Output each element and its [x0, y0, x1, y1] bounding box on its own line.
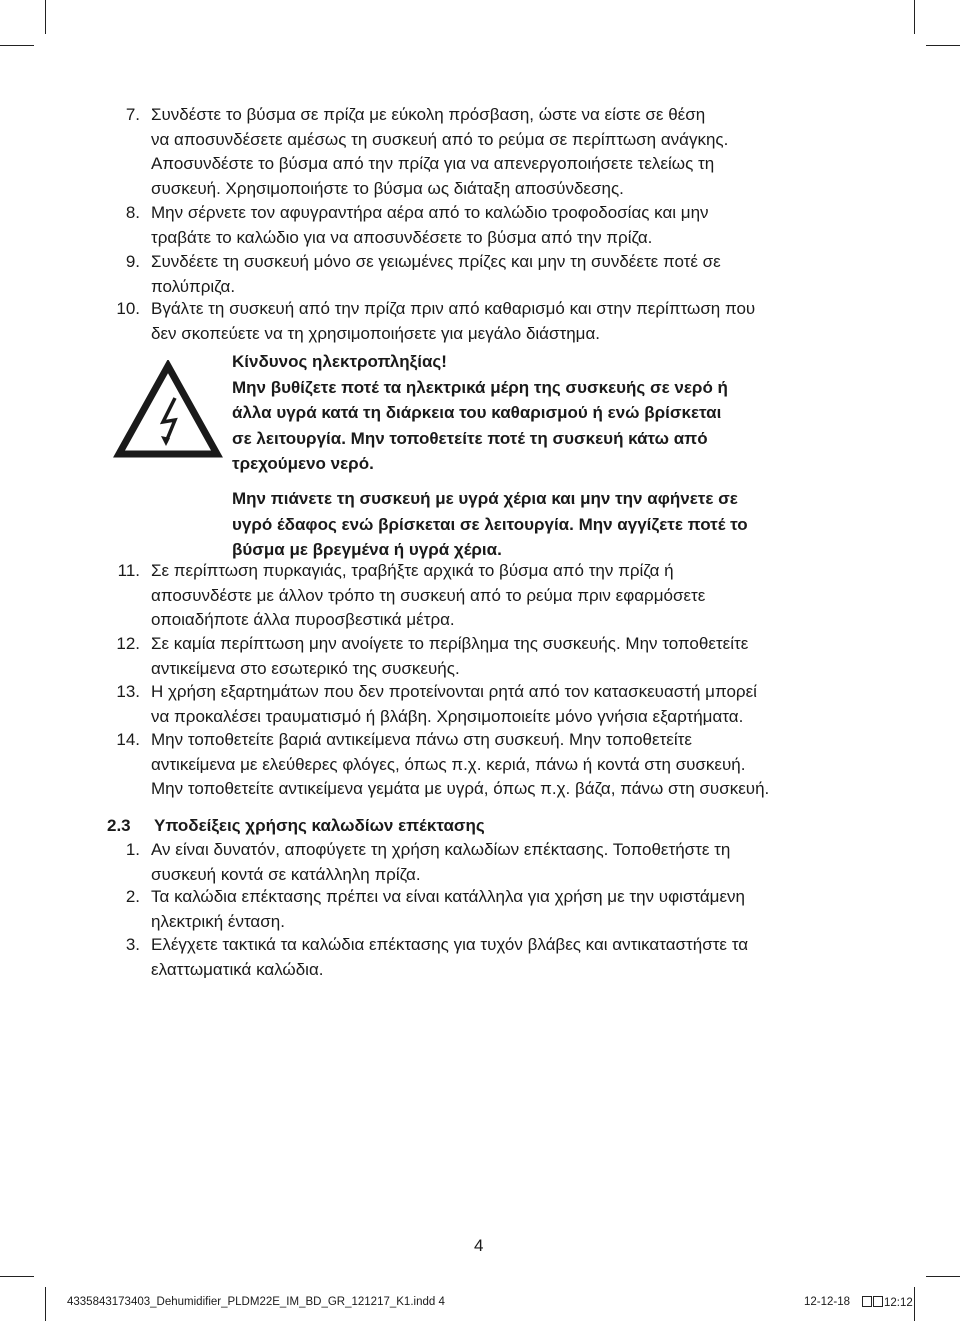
footer-filename: 4335843173403_Dehumidifier_PLDM22E_IM_BD_GR_121217_K1.indd 4 [67, 1296, 445, 1308]
crop-mark [926, 1276, 960, 1277]
text-line: βύσμα με βρεγμένα ή υγρά χέρια. [232, 540, 502, 559]
text-line: Μην βυθίζετε ποτέ τα ηλεκτρικά μέρη της συσκευής σε νερό ή [232, 377, 728, 397]
text-line: ελαττωματικά καλώδια. [151, 959, 324, 979]
text-line: οποιαδήποτε άλλα πυροσβεστικά μέτρα. [151, 610, 455, 629]
crop-mark [0, 1276, 34, 1277]
crop-mark [914, 0, 915, 34]
text-line: αντικείμενα με ελεύθερες φλόγες, όπως π.χ. κεριά, πάνω ή κοντά στη συσκευή. [151, 754, 746, 774]
list-number: 14. [116, 730, 140, 749]
warning-heading: Κίνδυνος ηλεκτροπληξίας! [232, 352, 447, 371]
crop-mark [45, 0, 46, 34]
footer-date: 12-12-18 [804, 1296, 851, 1308]
text-line: Αποσυνδέστε το βύσμα από την πρίζα για να απενεργοποιήσετε τελείως τη [151, 154, 715, 173]
footer-time [862, 1296, 913, 1309]
section-number: 2.3 [107, 816, 131, 835]
text-line: Βγάλτε τη συσκευή από την πρίζα πριν από καθαρισμό και στην περίπτωση που [151, 299, 756, 318]
crop-mark [914, 1287, 915, 1321]
text-line: αντικείμενα στο εσωτερικό της συσκευής. [151, 658, 460, 678]
text-line: Μην πιάνετε τη συσκευή με υγρά χέρια και μην την αφήνετε σε [232, 489, 738, 508]
text-line: Η χρήση εξαρτημάτων που δεν προτείνονται ρητά από τον κατασκευαστή μπορεί [151, 682, 757, 701]
list-number: 8. [125, 203, 140, 222]
text-line: να προκαλέσει τραυματισμό ή βλάβη. Χρησιμοποιείτε μόνο γνήσια εξαρτήματα. [151, 706, 744, 726]
text-line: υγρό έδαφος ενώ βρίσκεται σε λειτουργία. Μην αγγίζετε ποτέ το [232, 514, 748, 534]
list-number: 9. [125, 252, 140, 271]
warning-wet-hands [232, 486, 748, 563]
text-line: να αποσυνδέσετε αμέσως τη συσκευή από το ρεύμα σε περίπτωση ανάγκης. [151, 129, 729, 149]
text-line: Τα καλώδια επέκτασης πρέπει να είναι κατάλληλα για χρήση με την υφιστάμενη [151, 887, 745, 906]
page-number: 4 [474, 1236, 484, 1255]
text-line: Συνδέστε το βύσμα σε πρίζα με εύκολη πρόσβαση, ώστε να είστε σε θέση [151, 105, 706, 124]
text-line: Μην τοποθετείτε αντικείμενα γεμάτα με υγρά, όπως π.χ. βάζα, πάνω στη συσκευή. [151, 779, 770, 798]
text-line: συσκευή κοντά σε κατάλληλη πρίζα. [151, 864, 421, 884]
warning-electric-shock [232, 349, 728, 477]
crop-mark [45, 1287, 46, 1321]
section-title: Υποδείξεις χρήσης καλωδίων επέκτασης [154, 816, 485, 835]
crop-mark [0, 45, 34, 46]
text-line: Σε καμία περίπτωση μην ανοίγετε το περίβλημα της συσκευής. Μην τοποθετείτε [151, 634, 749, 653]
text-line: Σε περίπτωση πυρκαγιάς, τραβήξτε αρχικά το βύσμα από την πρίζα ή [151, 561, 674, 580]
text-line: δεν σκοπεύετε να τη χρησιμοποιήσετε για μεγάλο διάστημα. [151, 323, 601, 343]
list-number: 13. [116, 682, 140, 701]
text-line: Αν είναι δυνατόν, αποφύγετε τη χρήση καλωδίων επέκτασης. Τοποθετήστε τη [151, 840, 731, 859]
text-line: άλλα υγρά κατά τη διάρκεια του καθαρισμού ή ενώ βρίσκεται [232, 403, 722, 422]
crop-mark [926, 45, 960, 46]
list-number: 7. [125, 105, 140, 124]
text-line: Μην τοποθετείτε βαριά αντικείμενα πάνω στη συσκευή. Μην τοποθετείτε [151, 730, 692, 749]
text-line: ηλεκτρική ένταση. [151, 911, 285, 931]
text-line: τρεχούμενο νερό. [232, 454, 374, 473]
list-number: 10. [116, 299, 140, 318]
text-line: Μην σέρνετε τον αφυγραντήρα αέρα από το καλώδιο τροφοδοσίας και μην [151, 203, 709, 222]
list-number: 1. [125, 840, 140, 859]
footer-time-text: 12:12 [884, 1297, 913, 1309]
list-number: 3. [125, 935, 140, 954]
list-number: 11. [117, 561, 140, 580]
electric-shock-warning-icon [113, 360, 223, 460]
missing-glyph-icon [862, 1296, 872, 1307]
text-line: Συνδέετε τη συσκευή μόνο σε γειωμένες πρίζες και μην τη συνδέετε ποτέ σε [151, 252, 721, 271]
list-number: 2. [125, 887, 140, 906]
text-line: Ελέγχετε τακτικά τα καλώδια επέκτασης για τυχόν βλάβες και αντικαταστήστε τα [151, 935, 749, 954]
list-number: 12. [116, 634, 140, 653]
text-line: τραβάτε το καλώδιο για να αποσυνδέσετε το βύσμα από την πρίζα. [151, 227, 653, 247]
text-line: αποσυνδέστε με άλλον τρόπο τη συσκευή από το ρεύμα πριν εφαρμόσετε [151, 585, 706, 605]
text-line: πολύπριζα. [151, 276, 236, 296]
missing-glyph-icon [873, 1296, 883, 1307]
text-line: συσκευή. Χρησιμοποιήστε το βύσμα ως διάταξη αποσύνδεσης. [151, 178, 624, 198]
text-line: σε λειτουργία. Μην τοποθετείτε ποτέ τη συσκευή κάτω από [232, 428, 708, 448]
